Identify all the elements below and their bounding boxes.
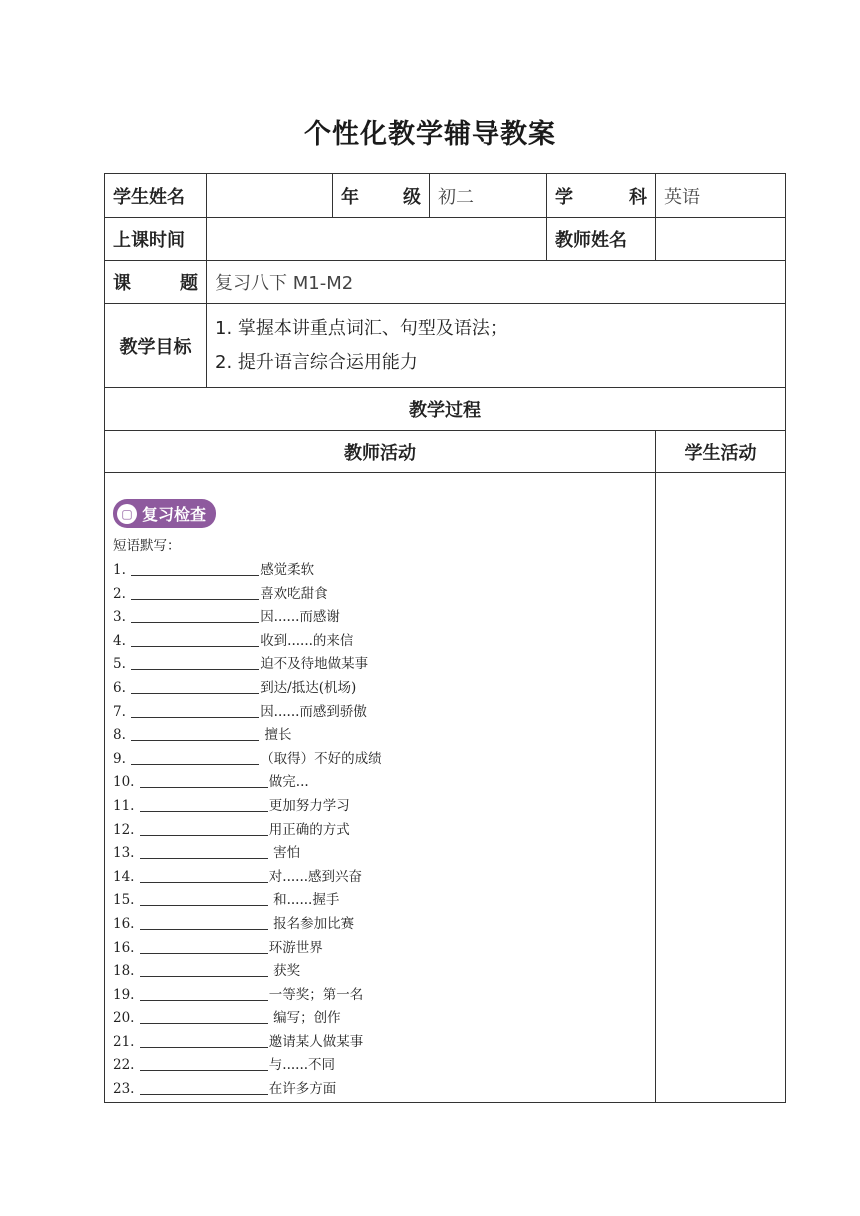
phrase-meaning: 收到......的来信 — [260, 632, 354, 649]
phrase-number: 5. — [113, 656, 126, 673]
phrase-meaning: 一等奖；第一名 — [268, 986, 364, 1003]
phrase-meaning: 对......感到兴奋 — [268, 868, 363, 885]
row-student-info — [105, 174, 786, 218]
answer-blank[interactable] — [140, 797, 268, 812]
phrase-item — [113, 630, 647, 654]
subject-value: 英语 — [656, 174, 786, 218]
phrase-item — [113, 1007, 647, 1031]
phrase-item — [113, 913, 647, 937]
answer-blank[interactable] — [140, 773, 268, 788]
phrase-item — [113, 984, 647, 1008]
phrase-list — [113, 559, 647, 1102]
phrase-item — [113, 724, 647, 748]
answer-blank[interactable] — [131, 679, 259, 694]
exercise-intro: 短语默写： — [113, 538, 181, 554]
answer-blank[interactable] — [140, 986, 268, 1001]
page-title: 个性化教学辅导教案 — [304, 119, 556, 150]
phrase-meaning: 做完... — [268, 774, 309, 791]
phrase-number: 7. — [113, 703, 126, 720]
answer-blank[interactable] — [131, 585, 259, 600]
grade-label: 年 级 — [333, 174, 430, 218]
answer-blank[interactable] — [131, 632, 259, 647]
answer-blank[interactable] — [140, 939, 268, 954]
phrase-meaning: 迫不及待地做某事 — [260, 656, 369, 673]
answer-blank[interactable] — [131, 750, 259, 765]
phrase-meaning: 和......握手 — [268, 892, 340, 909]
phrase-number: 20. — [113, 1010, 135, 1027]
class-time-label: 上课时间 — [105, 218, 207, 261]
row-activity-headers — [105, 431, 786, 473]
phrase-number: 3. — [113, 609, 126, 626]
phrase-meaning: 环游世界 — [268, 939, 323, 956]
answer-blank[interactable] — [140, 868, 268, 883]
phrase-item — [113, 559, 647, 583]
phrase-item — [113, 866, 647, 890]
answer-blank[interactable] — [140, 1009, 268, 1024]
phrase-number: 16. — [113, 939, 135, 956]
student-activity-header: 学生活动 — [656, 431, 786, 473]
phrase-number: 23. — [113, 1081, 135, 1098]
phrase-meaning: 擅长 — [260, 727, 292, 744]
answer-blank[interactable] — [140, 962, 268, 977]
phrase-item — [113, 960, 647, 984]
teacher-activity-cell — [105, 473, 656, 1103]
review-check-badge: ▢ 复习检查 — [113, 499, 216, 528]
phrase-number: 13. — [113, 845, 135, 862]
phrase-number: 21. — [113, 1033, 135, 1050]
phrase-meaning: （取得）不好的成绩 — [260, 750, 382, 767]
student-name-label: 学生姓名 — [105, 174, 207, 218]
phrase-item — [113, 653, 647, 677]
row-time-teacher — [105, 218, 786, 261]
topic-value: 复习八下 M1-M2 — [207, 261, 786, 304]
answer-blank[interactable] — [131, 703, 259, 718]
clipboard-icon: ▢ — [117, 504, 137, 524]
phrase-item — [113, 748, 647, 772]
process-title: 教学过程 — [105, 388, 786, 431]
phrase-item — [113, 937, 647, 961]
phrase-meaning: 感觉柔软 — [260, 562, 315, 578]
teacher-name-field[interactable] — [656, 218, 786, 261]
phrase-number: 11. — [113, 797, 135, 814]
phrase-item — [113, 677, 647, 701]
phrase-number: 16. — [113, 915, 135, 932]
student-activity-cell — [656, 473, 786, 1103]
phrase-number: 8. — [113, 727, 126, 744]
phrase-number: 22. — [113, 1057, 135, 1074]
phrase-number: 19. — [113, 986, 135, 1003]
answer-blank[interactable] — [140, 1080, 268, 1095]
phrase-number: 4. — [113, 632, 126, 649]
phrase-item — [113, 889, 647, 913]
row-goals — [105, 304, 786, 388]
answer-blank[interactable] — [140, 1056, 268, 1071]
phrase-number: 6. — [113, 679, 126, 696]
answer-blank[interactable] — [140, 1033, 268, 1048]
answer-blank[interactable] — [131, 726, 259, 741]
phrase-item — [113, 1031, 647, 1055]
row-topic — [105, 261, 786, 304]
phrase-meaning: 因......而感谢 — [260, 609, 340, 626]
phrase-meaning: 更加努力学习 — [268, 797, 350, 814]
goals-list — [207, 304, 786, 388]
topic-label: 课 题 — [105, 261, 207, 304]
phrase-meaning: 因......而感到骄傲 — [260, 703, 367, 720]
goal-item: 1. 掌握本讲重点词汇、句型及语法； — [215, 317, 508, 339]
phrase-number: 18. — [113, 963, 135, 980]
phrase-item — [113, 1054, 647, 1078]
teacher-activity-header: 教师活动 — [105, 431, 656, 473]
grade-value: 初二 — [430, 174, 547, 218]
phrase-item — [113, 795, 647, 819]
phrase-item — [113, 606, 647, 630]
phrase-item — [113, 701, 647, 725]
lesson-plan-table — [104, 173, 786, 1103]
phrase-meaning: 获奖 — [268, 963, 301, 980]
subject-label: 学 科 — [547, 174, 656, 218]
phrase-item — [113, 583, 647, 607]
student-name-field[interactable] — [207, 174, 333, 218]
phrase-meaning: 害怕 — [268, 845, 301, 862]
phrase-meaning: 报名参加比赛 — [268, 915, 355, 932]
class-time-field[interactable] — [207, 218, 547, 261]
phrase-meaning: 用正确的方式 — [268, 821, 350, 838]
phrase-number: 2. — [113, 585, 126, 602]
phrase-number: 1. — [113, 562, 126, 578]
phrase-meaning: 邀请某人做某事 — [268, 1033, 364, 1050]
teacher-name-label: 教师姓名 — [547, 218, 656, 261]
goals-label: 教学目标 — [105, 304, 207, 388]
phrase-item — [113, 1078, 647, 1102]
phrase-number: 14. — [113, 868, 135, 885]
row-process-title — [105, 388, 786, 431]
phrase-item — [113, 819, 647, 843]
phrase-number: 15. — [113, 892, 135, 909]
phrase-meaning: 与......不同 — [268, 1057, 336, 1074]
phrase-number: 10. — [113, 774, 135, 791]
phrase-meaning: 编写；创作 — [268, 1010, 341, 1027]
phrase-number: 9. — [113, 750, 126, 767]
phrase-meaning: 喜欢吃甜食 — [260, 585, 328, 602]
phrase-meaning: 到达/抵达(机场) — [260, 679, 357, 696]
answer-blank[interactable] — [131, 561, 259, 576]
row-activity-content — [105, 473, 786, 1103]
phrase-number: 12. — [113, 821, 135, 838]
phrase-meaning: 在许多方面 — [268, 1081, 337, 1098]
answer-blank[interactable] — [140, 891, 268, 906]
answer-blank[interactable] — [140, 915, 268, 930]
answer-blank[interactable] — [140, 821, 268, 836]
answer-blank[interactable] — [140, 844, 268, 859]
answer-blank[interactable] — [131, 655, 259, 670]
answer-blank[interactable] — [131, 608, 259, 623]
phrase-item — [113, 842, 647, 866]
goal-item: 2. 提升语言综合运用能力 — [215, 351, 418, 373]
phrase-item — [113, 771, 647, 795]
